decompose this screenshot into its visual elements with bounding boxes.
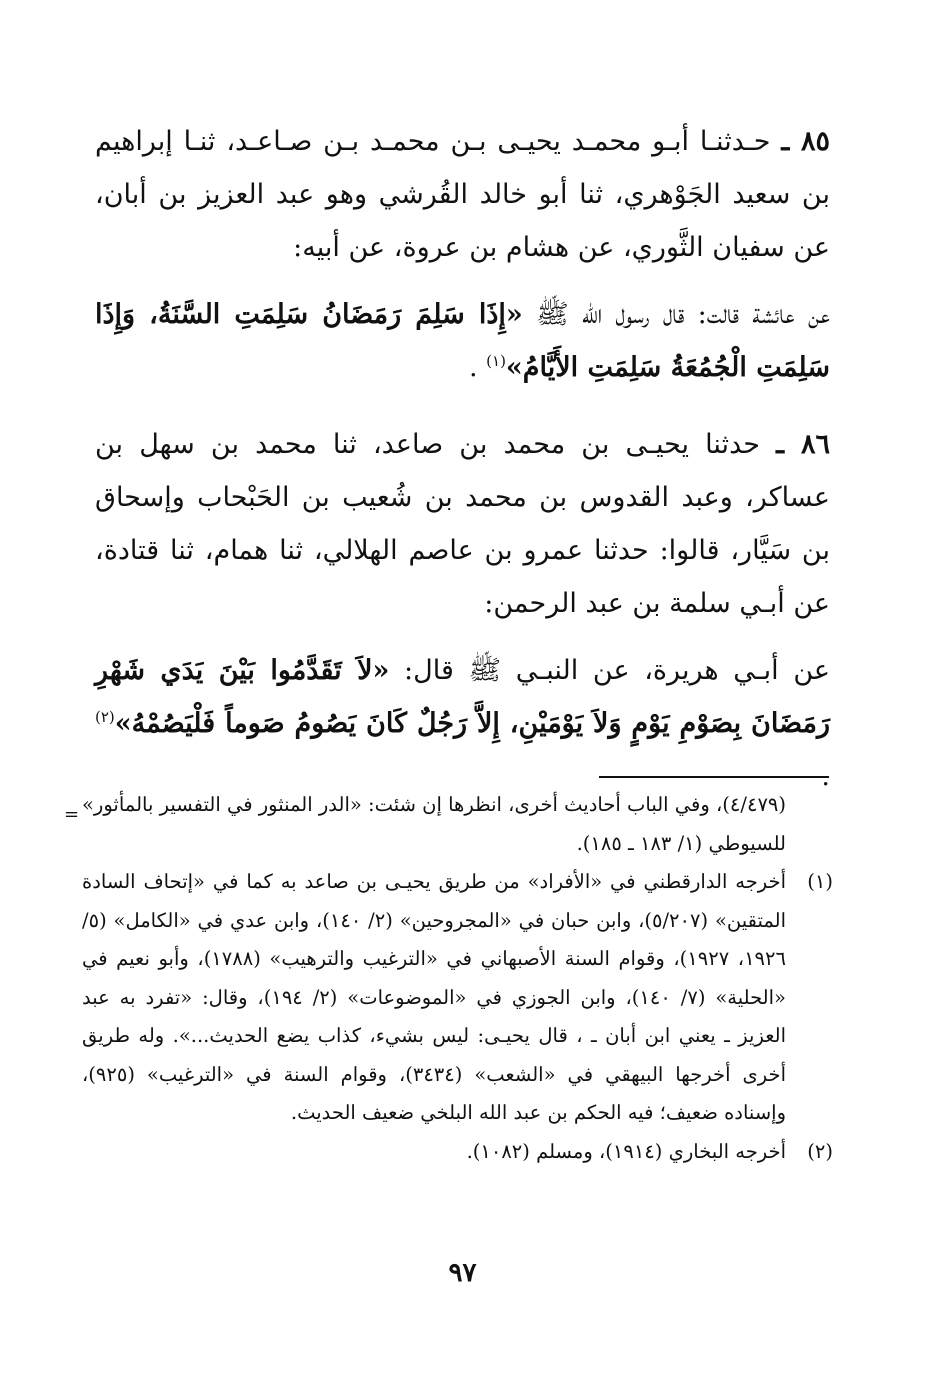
- hadith-86-end: .: [821, 761, 830, 792]
- hadith-86-matn-quote: «لاَ تَقَدَّمُوا بَيْنَ يَدَي شَهْرِ رَمَضَانَ بِصَوْمِ يَوْمٍ وَلاَ يَوْمَيْنِ، إِلاَّ رَجُلٌ كَانَ يَصُومُ صَوماً فَلْيَصُمْهُ»: [95, 655, 830, 739]
- page-number: ٩٧: [448, 1258, 477, 1288]
- main-text: [95, 115, 830, 827]
- hadith-85-footnote-ref: (١): [486, 352, 506, 370]
- hadith-86-isnad: [95, 418, 830, 630]
- hadith-85-matn-intro: عن عائشة قالت: قال رسول الله ﷺ: [536, 299, 830, 330]
- footnote-continuation-text: (٤/٤٧٩)، وفي الباب أحاديث أخرى، انظرها إن شئت: «الدر المنثور في التفسير بالمأثور» للسيوطي (١/ ١٨٣ ـ ١٨٥).: [82, 793, 786, 855]
- footnote-1: [82, 863, 833, 1133]
- footnote-2: [82, 1133, 833, 1172]
- hadith-86-number: ٨٦ ـ: [776, 429, 830, 460]
- footnote-2-marker: (٢): [807, 1139, 833, 1163]
- hadith-86-footnote-ref: (٢): [95, 708, 115, 726]
- hadith-86-matn: [95, 644, 830, 803]
- hadith-85-end: .: [468, 352, 478, 383]
- footnote-1-marker: (١): [807, 870, 833, 893]
- hadith-86-isnad-text: حدثنا يحيـى بن محمد بن صاعد، ثنا محمد بن سهل بن عساكر، وعبد القدوس بن محمد بن شُعيب بن الحَبْحاب وإسحاق بن سَيَّار، قالوا: حدثنا عمرو بن عاصم الهلالي، ثنا همام، ثنا قتادة، عن أبـي سلمة بن عبد الرحمن:: [95, 429, 830, 619]
- hadith-85-number: ٨٥ ـ: [781, 126, 831, 157]
- hadith-85-matn: [95, 288, 830, 394]
- footnote-2-text: أخرجه البخاري (١٩١٤)، ومسلم (١٠٨٢).: [466, 1139, 786, 1163]
- continuation-marker: =: [64, 804, 80, 825]
- hadith-85-isnad-text: حـدثنـا أبـو محمـد يحيـى بـن محمـد بـن صـاعـد، ثنـا إبراهيم بن سعيد الجَوْهري، ثنا أبو خالد القُرشي وهو عبد العزيز بن أبان، عن سفيان الثَّوري، عن هشام بن عروة، عن أبيه:: [95, 126, 830, 263]
- footnote-separator: [599, 776, 829, 778]
- hadith-85-isnad: [95, 115, 830, 274]
- footnotes: [64, 786, 833, 1171]
- hadith-86-matn-intro: عن أبـي هريرة، عن النبـي ﷺ قال:: [404, 655, 830, 686]
- footnote-continuation: [64, 786, 830, 863]
- footnote-1-text: أخرجه الدارقطني في «الأفراد» من طريق يحيـى بن صاعد به كما في «إتحاف السادة المتقين» (٥/٢٠٧)، وابن حبان في «المجروحين» (٢/ ١٤٠)، وابن عدي في «الكامل» (٥/ ١٩٢٦، ١٩٢٧)، وقوام السنة الأصبهاني في «الترغيب والترهيب» (١٧٨٨)، وأبو نعيم في «الحلية» (٧/ ١٤٠)، وابن الجوزي في «الموضوعات» (٢/ ١٩٤)، وقال: «تفرد به عبد العزيز ـ يعني ابن أبان ـ ، قال يحيـى: ليس بشيء، كذاب يضع الحديث...». وله طريق أخرى أخرجها البيهقي في «الشعب» (٣٤٣٤)، وقوام السنة في «الترغيب» (٩٢٥)، وإسناده ضعيف؛ فيه الحكم بن عبد الله البلخي ضعيف الحديث.: [82, 870, 786, 1124]
- hadith-85-matn-quote: «إِذَا سَلِمَ رَمَضَانُ سَلِمَتِ السَّنَةُ، وَإِذَا سَلِمَتِ الْجُمُعَةُ سَلِمَتِ الأَيَّامُ»: [95, 299, 830, 383]
